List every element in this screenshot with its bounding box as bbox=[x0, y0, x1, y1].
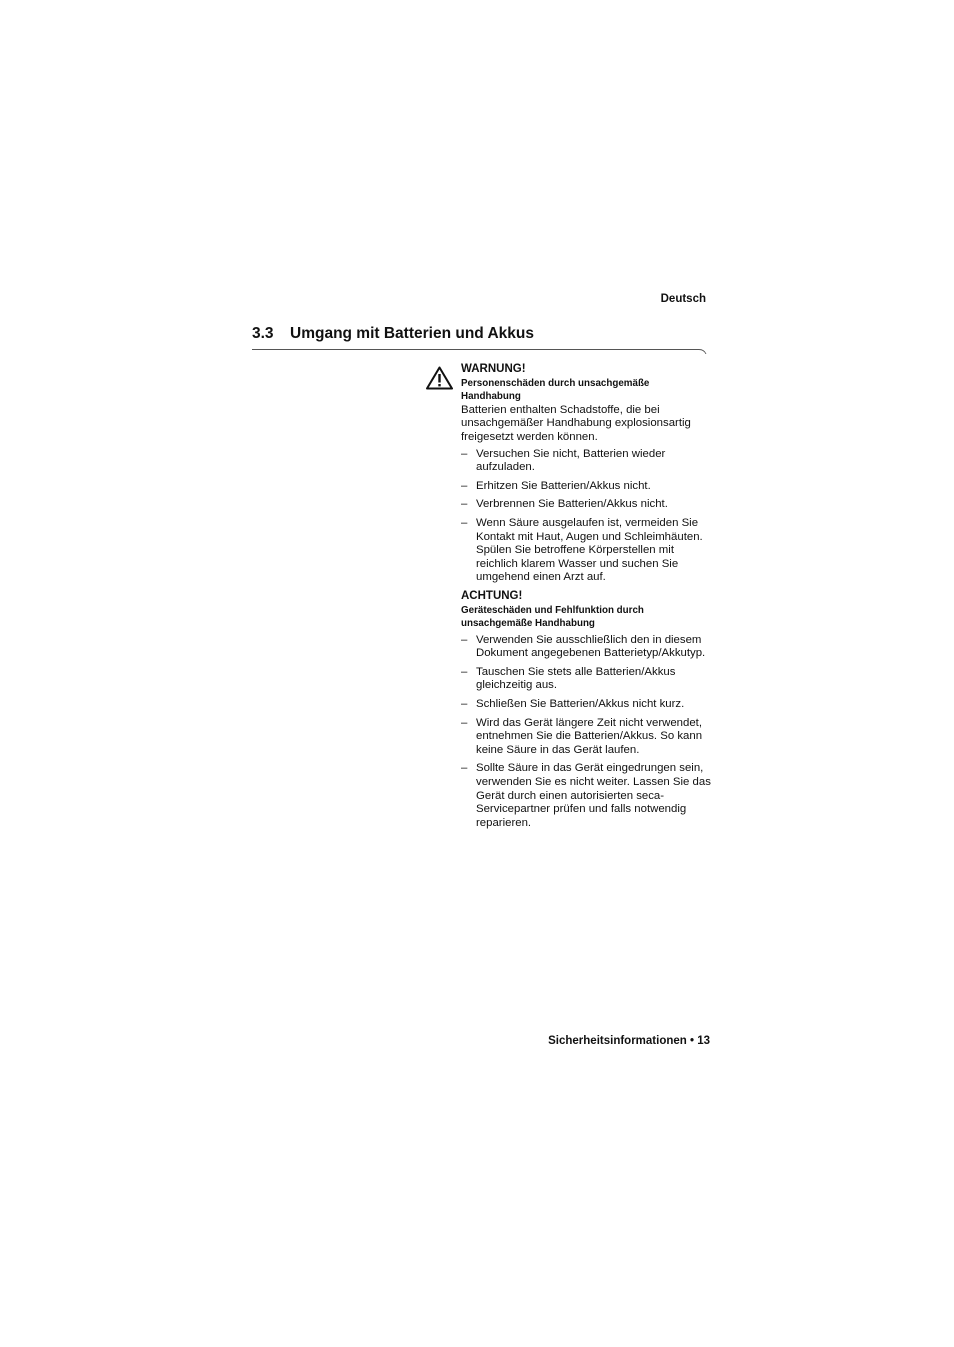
caution-list bbox=[461, 634, 711, 831]
list-item: – Verwenden Sie ausschließlich den in diesem Dokument angegebenen Batterietyp/Akkutyp. bbox=[461, 634, 711, 661]
caution-label: ACHTUNG! bbox=[461, 589, 523, 602]
caution-subtitle: Geräteschäden und Fehlfunktion durch unsachgemäße Handhabung bbox=[461, 604, 644, 630]
safety-notes bbox=[461, 363, 711, 830]
list-item: – Wird das Gerät längere Zeit nicht verwendet, entnehmen Sie die Batterien/Akkus. So kann keine Säure in das Gerät laufen. bbox=[461, 717, 711, 758]
section-number: 3.3 bbox=[252, 325, 274, 342]
list-item: – Tauschen Sie stets alle Batterien/Akkus gleichzeitig aus. bbox=[461, 666, 711, 693]
page-footer: Sicherheitsinformationen • 13 bbox=[548, 1035, 710, 1047]
warning-list bbox=[461, 448, 711, 585]
list-item: – Versuchen Sie nicht, Batterien wieder aufzuladen. bbox=[461, 448, 711, 475]
language-label: Deutsch bbox=[660, 293, 706, 305]
list-item: – Verbrennen Sie Batterien/Akkus nicht. bbox=[461, 498, 711, 512]
list-item: – Erhitzen Sie Batterien/Akkus nicht. bbox=[461, 480, 711, 494]
warning-triangle-icon bbox=[426, 366, 453, 390]
section-rule bbox=[252, 340, 707, 354]
warning-text: Batterien enthalten Schadstoffe, die bei unsachgemäßer Handhabung explosionsartig freigesetzt werden können. bbox=[461, 403, 691, 443]
warning-label: WARNUNG! bbox=[461, 363, 526, 375]
list-item: – Sollte Säure in das Gerät eingedrungen sein, verwenden Sie es nicht weiter. Lassen Sie das Gerät durch einen autorisierten seca-Servicepartner prüfen und falls notwendig reparieren. bbox=[461, 762, 711, 830]
section-title: Umgang mit Batterien und Akkus bbox=[290, 325, 535, 342]
warning-subtitle: Personenschäden durch unsachgemäße Handhabung bbox=[461, 377, 650, 403]
list-item: – Schließen Sie Batterien/Akkus nicht kurz. bbox=[461, 698, 711, 712]
list-item: – Wenn Säure ausgelaufen ist, vermeiden Sie Kontakt mit Haut, Augen und Schleimhäuten. Spülen Sie betroffene Körperstellen mit reichlich klarem Wasser und suchen Sie umgehend einen Arzt auf. bbox=[461, 517, 711, 585]
